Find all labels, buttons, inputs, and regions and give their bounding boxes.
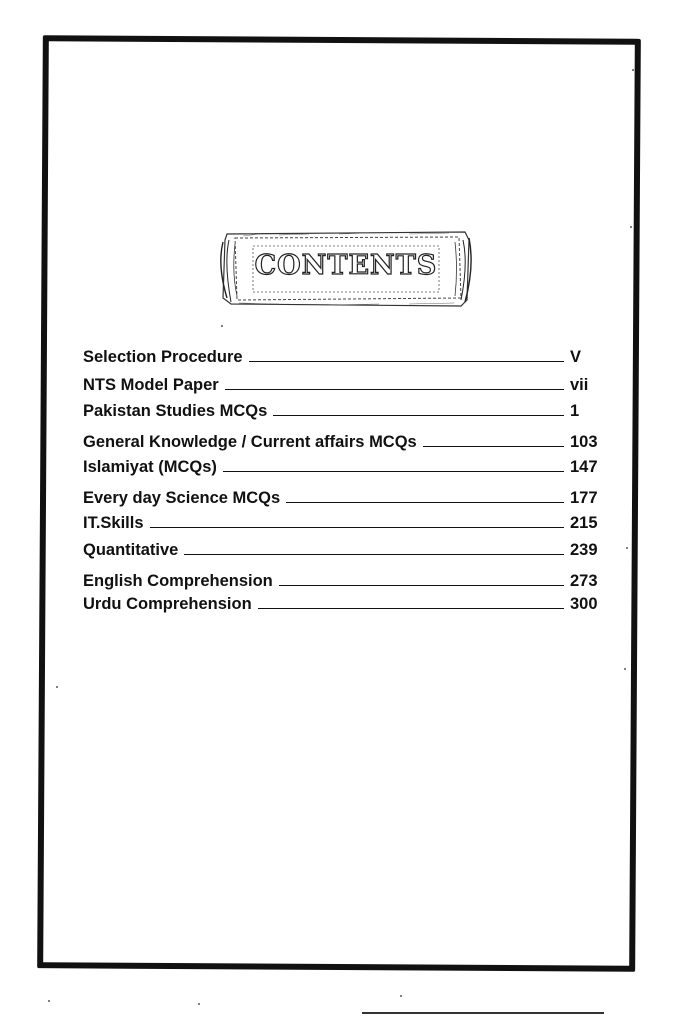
scan-speck bbox=[48, 1000, 50, 1002]
page-title: CONTENTS bbox=[254, 250, 438, 281]
toc-entry-label: General Knowledge / Current affairs MCQs bbox=[83, 433, 417, 451]
toc-row bbox=[83, 486, 608, 508]
toc-row bbox=[83, 345, 608, 367]
toc-page-number: 103 bbox=[570, 433, 598, 451]
toc-page-number: vii bbox=[570, 376, 589, 394]
toc-leader-line bbox=[249, 360, 564, 362]
toc-page-number: 177 bbox=[570, 489, 598, 507]
toc-leader-line bbox=[286, 501, 564, 503]
toc-entry-label: Every day Science MCQs bbox=[83, 489, 281, 507]
toc-entry-label: Pakistan Studies MCQs bbox=[83, 402, 268, 420]
scan-speck bbox=[221, 325, 223, 327]
toc-row bbox=[83, 373, 608, 395]
scan-speck bbox=[624, 668, 626, 670]
toc-row bbox=[83, 538, 608, 560]
toc-entry-label: Selection Procedure bbox=[83, 348, 243, 366]
toc-entry-label: IT.Skills bbox=[83, 514, 144, 532]
toc-entry-label: Urdu Comprehension bbox=[83, 595, 252, 613]
toc-leader-line bbox=[225, 388, 564, 390]
toc-leader-line bbox=[223, 470, 564, 472]
toc-leader-line bbox=[423, 445, 564, 447]
toc-page-number: 215 bbox=[570, 514, 598, 532]
contents-title-banner bbox=[219, 228, 473, 308]
scan-speck bbox=[198, 1003, 200, 1005]
toc-entry-label: NTS Model Paper bbox=[83, 376, 219, 394]
toc-page-number: 273 bbox=[570, 572, 598, 590]
scan-speck bbox=[630, 226, 632, 228]
toc-page-number: 239 bbox=[570, 541, 598, 559]
toc-leader-line bbox=[279, 584, 564, 586]
toc-page-number: 147 bbox=[570, 458, 598, 476]
toc-page-number: 300 bbox=[570, 595, 598, 613]
toc-leader-line bbox=[184, 553, 564, 555]
toc-entry-label: Islamiyat (MCQs) bbox=[83, 458, 217, 476]
toc-row bbox=[83, 399, 608, 421]
toc-row bbox=[83, 511, 608, 533]
toc-row bbox=[83, 592, 608, 614]
scan-speck bbox=[632, 69, 634, 71]
scan-speck bbox=[626, 547, 628, 549]
toc-entry-label: English Comprehension bbox=[83, 572, 273, 590]
toc-page-number: V bbox=[570, 348, 582, 366]
toc-row bbox=[83, 430, 608, 452]
toc-leader-line bbox=[258, 607, 564, 609]
toc-leader-line bbox=[150, 526, 564, 528]
scan-speck bbox=[56, 686, 58, 688]
toc-row bbox=[83, 569, 608, 591]
toc-entry-label: Quantitative bbox=[83, 541, 179, 559]
toc-page-number: 1 bbox=[570, 402, 580, 420]
bottom-edge-line bbox=[362, 1012, 604, 1014]
toc-row bbox=[83, 455, 608, 477]
toc-leader-line bbox=[273, 414, 564, 416]
scan-speck bbox=[400, 995, 402, 997]
